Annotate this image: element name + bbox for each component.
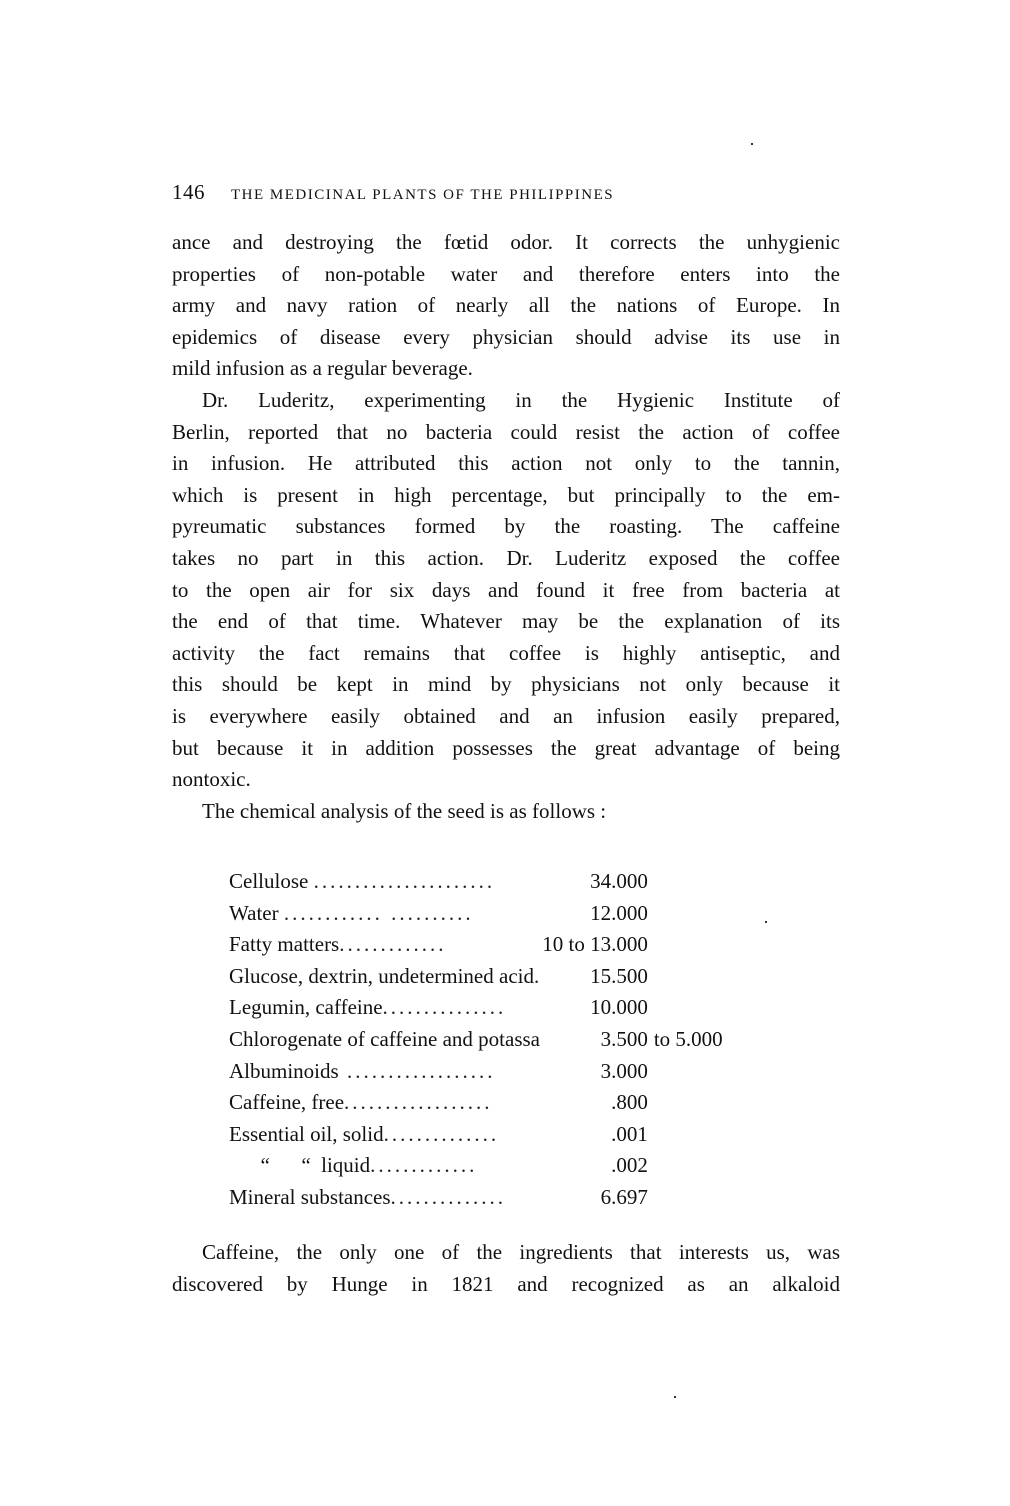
text-line: is everywhere easily obtained and an infusion easily prepared,	[172, 703, 840, 728]
text-line: but because it in addition possesses the great advantage of being	[172, 735, 840, 760]
component-extra	[648, 866, 723, 898]
scan-speck	[765, 921, 767, 923]
text-line: activity the fact remains that coffee is highly antiseptic, and	[172, 640, 840, 665]
body-text	[172, 227, 840, 827]
text-line: ance and destroying the fœtid odor. It corrects the unhygienic	[172, 230, 840, 254]
paragraph-luderitz	[172, 385, 840, 796]
component-value: 12.000	[590, 900, 648, 925]
table-row	[229, 992, 723, 1024]
text-line: the end of that time. Whatever may be the explanation of its	[172, 609, 840, 634]
text-line: which is present in high percentage, but principally to the em-	[172, 482, 840, 507]
page-number: 146	[172, 180, 205, 204]
component-name: Caffeine, free..................	[229, 1090, 493, 1115]
text-line: takes no part in this action. Dr. Luderitz exposed the coffee	[172, 545, 840, 570]
component-name: “ “ liquid.............	[229, 1153, 478, 1178]
component-value: 34.000	[590, 869, 648, 893]
component-extra: to 5.000	[653, 1026, 723, 1051]
table-row	[229, 1182, 723, 1214]
component-extra	[648, 898, 723, 930]
text-line: The chemical analysis of the seed is as follows :	[202, 798, 607, 823]
component-name: Chlorogenate of caffeine and potassa	[229, 1026, 540, 1051]
table-row	[229, 1150, 723, 1182]
text-line: this should be kept in mind by physicians not only because it	[172, 672, 840, 697]
component-extra	[648, 992, 723, 1024]
component-extra	[648, 929, 723, 961]
running-title: THE MEDICINAL PLANTS OF THE PHILIPPINES	[231, 187, 615, 203]
scan-speck	[674, 1396, 676, 1398]
component-extra	[648, 1150, 723, 1182]
component-name: Water ............ ..........	[229, 900, 474, 925]
closing-paragraph	[172, 1237, 840, 1300]
text-line: Dr. Luderitz, experimenting in the Hygienic Institute of	[202, 387, 840, 412]
paragraph-caffeine	[172, 1237, 840, 1300]
table-row	[229, 866, 723, 898]
table-row	[229, 961, 723, 993]
component-value: 15.500	[590, 963, 648, 988]
scan-speck	[751, 143, 753, 145]
component-name: Albuminoids ..................	[229, 1058, 496, 1083]
text-line: Caffeine, the only one of the ingredients that interests us, was	[202, 1240, 840, 1264]
component-name: Cellulose ......................	[229, 869, 496, 893]
component-value: 10 to 13.000	[542, 932, 648, 957]
component-value: .800	[611, 1090, 648, 1115]
chemical-analysis-table	[229, 866, 723, 1214]
text-line: epidemics of disease every physician should advise its use in	[172, 324, 840, 349]
paragraph-analysis-intro	[172, 796, 840, 828]
component-name: Glucose, dextrin, undetermined acid.	[229, 963, 543, 988]
text-line: discovered by Hunge in 1821 and recognized as an alkaloid	[172, 1271, 840, 1296]
component-name: Fatty matters.............	[229, 932, 447, 957]
component-extra	[648, 1056, 723, 1088]
text-line: to the open air for six days and found it free from bacteria at	[172, 577, 840, 602]
component-extra	[648, 1119, 723, 1151]
text-line: mild infusion as a regular beverage.	[172, 356, 473, 381]
text-line: nontoxic.	[172, 767, 251, 792]
component-extra	[648, 961, 723, 993]
table-row	[229, 1119, 723, 1151]
component-name: Legumin, caffeine...............	[229, 995, 507, 1020]
table-row	[229, 1024, 723, 1056]
paragraph-coffee-hygiene	[172, 227, 840, 385]
table-row	[229, 898, 723, 930]
running-head	[172, 180, 842, 208]
text-line: properties of non-potable water and therefore enters into the	[172, 261, 840, 286]
text-line: in infusion. He attributed this action not only to the tannin,	[172, 451, 840, 476]
table-row	[229, 1056, 723, 1088]
text-line: pyreumatic substances formed by the roasting. The caffeine	[172, 514, 840, 539]
component-name: Mineral substances..............	[229, 1184, 507, 1209]
component-value: 10.000	[590, 995, 648, 1020]
component-value: .001	[611, 1121, 648, 1146]
component-value: .002	[611, 1153, 648, 1178]
text-line: Berlin, reported that no bacteria could resist the action of coffee	[172, 419, 840, 444]
component-value: 6.697	[600, 1184, 648, 1209]
table-row	[229, 929, 723, 961]
component-name: Essential oil, solid..............	[229, 1121, 500, 1146]
component-value: 3.000	[600, 1058, 648, 1083]
table-row	[229, 1087, 723, 1119]
component-extra	[648, 1182, 723, 1214]
component-extra	[648, 1087, 723, 1119]
text-line: army and navy ration of nearly all the nations of Europe. In	[172, 293, 840, 318]
component-value: 3.500	[600, 1026, 648, 1051]
